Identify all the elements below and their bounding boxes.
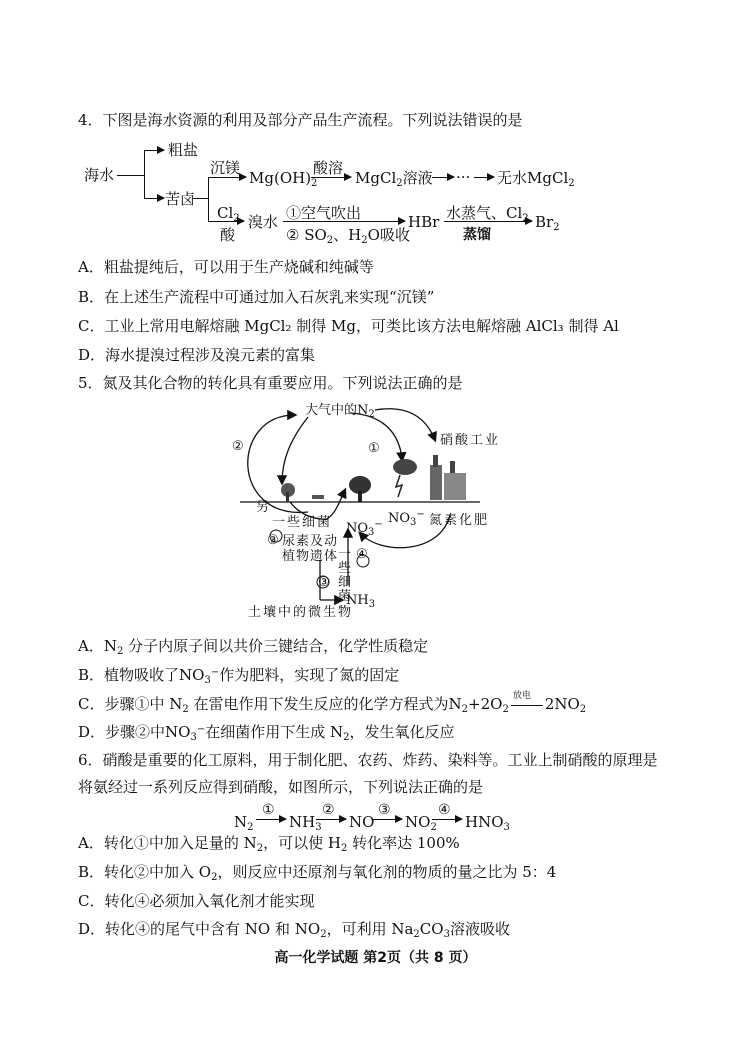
- q4-option-b[interactable]: B．在上述生产流程中可通过加入石灰乳来实现“沉镁”: [78, 288, 435, 306]
- atmosphere-n2-label: 大气中的$N_2$: [305, 403, 375, 420]
- soil-microbes-label: 土壤中的微生物: [248, 605, 354, 620]
- factory-icon: [430, 465, 442, 500]
- chain-arrow-4: [432, 819, 462, 820]
- q6-option-b[interactable]: B．转化②中加入 $O_2$，则反应中还原剂与氧化剂的物质的量之比为 5：4: [78, 863, 557, 883]
- bittern-label: 苦卤: [165, 190, 196, 208]
- chain-step-1: ①: [262, 802, 275, 818]
- n2-to-plant-arrow: [282, 417, 308, 483]
- flow-branch: [208, 177, 209, 221]
- q6-option-c[interactable]: C．转化④必须加入氧化剂才能实现: [78, 892, 315, 910]
- arrow: [432, 177, 454, 178]
- arrow-to-bittern: [144, 198, 164, 199]
- bromine-water-label: 溴水: [248, 213, 279, 231]
- chain-step-3: ③: [378, 802, 391, 818]
- acid-dissolve-label: 酸溶: [313, 159, 344, 177]
- dots: ···: [456, 168, 471, 186]
- other-bacteria-label-2: 一些细菌: [272, 515, 333, 530]
- arrow-to-crude-salt: [144, 150, 164, 151]
- chain-no: NO: [349, 813, 375, 831]
- urea-label: 尿素及动: [282, 534, 339, 549]
- cl2-label: $Cl_2$: [217, 204, 240, 224]
- q5-option-d[interactable]: D．步骤②中$NO_3^-$在细菌作用下生成 $N_2$，发生氧化反应: [78, 723, 455, 743]
- discharge-condition: 放电: [509, 694, 545, 714]
- arrow-bromine: [283, 221, 405, 222]
- circle-2-label: ②: [232, 439, 244, 454]
- mgoh2-label: $Mg(OH)_2$: [249, 169, 318, 189]
- chain-arrow-1: [256, 819, 286, 820]
- crude-salt-label: 粗盐: [168, 141, 199, 159]
- arrow-cl2: [208, 221, 244, 222]
- nh3-label: $NH_3$: [346, 593, 376, 610]
- q5-stem: 5．氮及其化合物的转化具有重要应用。下列说法正确的是: [78, 374, 463, 392]
- mgcl2-solution-label: MgCl$_2$溶液: [355, 169, 433, 189]
- q5-option-c[interactable]: C．步骤①中 $N_2$ 在雷电作用下发生反应的化学方程式为$N_2+2O_2$ 放电 $2NO_2$: [78, 691, 587, 715]
- distill-label: 蒸馏: [463, 227, 491, 243]
- nitric-industry-label: 硝酸工业: [440, 433, 501, 448]
- flow-branch: [144, 150, 145, 198]
- circle-3b-label: ③: [318, 575, 330, 590]
- acid-label: 酸: [220, 226, 236, 244]
- chain-nh3: $NH_3$: [289, 813, 322, 833]
- arrow-distill: [444, 221, 532, 222]
- animal-icon: [312, 495, 324, 499]
- q5-option-b[interactable]: B．植物吸收了$NO_3^-$作为肥料，实现了氮的固定: [78, 666, 400, 686]
- circle-1-label: ①: [368, 441, 380, 456]
- chain-n2: $N_2$: [234, 813, 254, 833]
- fertilizer-label: 氮素化肥: [429, 513, 490, 528]
- chain-step-2: ②: [322, 802, 335, 818]
- lightning-icon: [396, 475, 402, 497]
- step1-label: ①空气吹出: [286, 204, 362, 222]
- chain-arrow-3: [372, 819, 402, 820]
- step2-label: ② $SO_2$、$H_2O$吸收: [286, 226, 410, 246]
- q6-option-a[interactable]: A．转化①中加入足量的 $N_2$，可以使 $H_2$ 转化率达 100%: [78, 834, 460, 854]
- hbr-label: HBr: [408, 213, 440, 231]
- no3-left-label: $NO_3^-$: [388, 509, 425, 528]
- q4-option-c[interactable]: C．工业上常用电解熔融 MgCl₂ 制得 Mg，可类比该方法电解熔融 AlCl₃ 制得 Al: [78, 317, 619, 335]
- q4-stem: 4．下图是海水资源的利用及部分产品生产流程。下列说法错误的是: [78, 111, 523, 129]
- flow-line: [193, 198, 208, 199]
- q4-option-d[interactable]: D．海水提溴过程涉及溴元素的富集: [78, 346, 316, 364]
- circle-4-label: ④: [356, 547, 368, 562]
- flow-line: [117, 175, 145, 176]
- chain-hno3: $HNO_3$: [465, 813, 510, 833]
- anhydrous-mgcl2-label: 无水MgCl$_2$: [497, 169, 575, 189]
- q4-option-a[interactable]: A．粗盐提纯后，可以用于生产烧碱和纯碱等: [78, 258, 374, 276]
- arrow: [474, 177, 494, 178]
- page-footer: 高一化学试题 第2页（共 8 页）: [274, 950, 477, 966]
- other-bacteria-label-1: 另: [256, 500, 270, 515]
- circle-3-label: ③: [267, 533, 279, 548]
- remains-label: 植物遗体: [282, 549, 339, 564]
- q6-stem-line2: 将氨经过一系列反应得到硝酸，如图所示，下列说法正确的是: [78, 778, 484, 796]
- precip-mg-label: 沉镁: [210, 159, 241, 177]
- q6-stem-line1: 6．硝酸是重要的化工原料，用于制化肥、农药、炸药、染料等。工业上制硝酸的原理是: [78, 751, 658, 769]
- chain-no2: $NO_2$: [405, 813, 437, 833]
- arrow-precip: [208, 177, 246, 178]
- br2-label: $Br_2$: [535, 213, 560, 233]
- steam-label: 水蒸气、$Cl_2$: [446, 204, 529, 224]
- no3-label: $NO_3^-$: [346, 519, 383, 538]
- arrow-acid: [311, 177, 351, 178]
- chain-arrow-2: [316, 819, 346, 820]
- seawater-label: 海水: [84, 166, 115, 184]
- chain-step-4: ④: [438, 802, 451, 818]
- q5-option-a[interactable]: A．$N_2$ 分子内原子间以共价三键结合，化学性质稳定: [78, 637, 429, 657]
- cloud-icon: [393, 459, 417, 475]
- q6-option-d[interactable]: D．转化④的尾气中含有 NO 和 $NO_2$，可利用 $Na_2CO_3$溶液吸收: [78, 920, 510, 940]
- some-bacteria-label: 一些细菌: [338, 547, 352, 604]
